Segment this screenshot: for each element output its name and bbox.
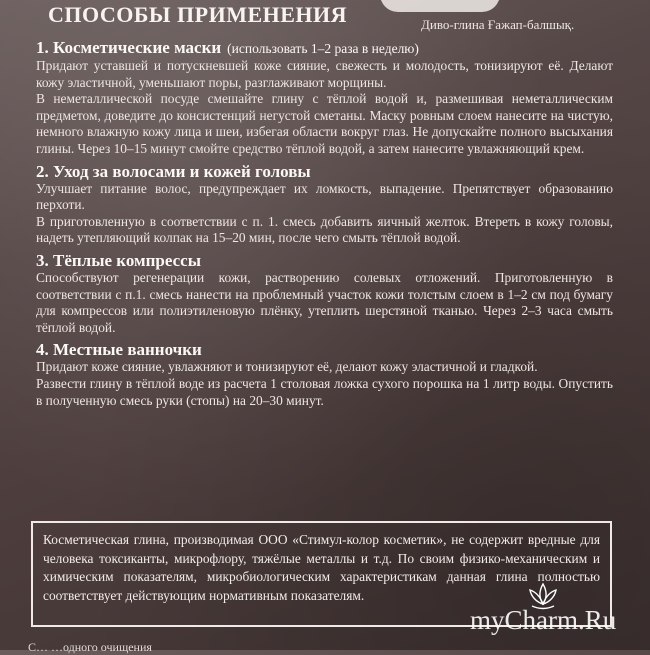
section-heading: 3. Тёплые компрессы — [36, 250, 201, 270]
section-paragraph: В приготовленную в соответствии с п. 1. смесь добавить яичный желток. Втереть в кожу головы, надеть утепляющий колпак на 15–20 мин, после чего смыть тёплой водой. — [36, 213, 613, 246]
section-hair — [36, 162, 613, 247]
section-heading-text: 1. Косметические маски — [36, 38, 222, 57]
section-paragraph: Улучшает питание волос, предупреждает их ломкость, выпадение. Препятствует образованию перхоти. — [36, 180, 613, 213]
instructions — [36, 38, 613, 409]
section-heading: 2. Уход за волосами и кожей головы — [36, 161, 311, 181]
section-paragraph: Придают уставшей и потускневшей коже сияние, свежесть и молодость, тонизируют её. Делают кожу эластичной, уменьшают поры, разглаживают морщины. — [36, 58, 613, 90]
package-edge-highlight — [380, 0, 500, 12]
section-paragraph: Способствуют регенерации кожи, растворению солевых отложений. Приготовленную в соответствии с п.1. смесь нанести на проблемный участок кожи толстым слоем в 1–2 см под бумагу для компрессов или полиэтиленовую плёнку, утеплить шерстяной тканью. Через 2–3 часа смыть тёплой водой. — [36, 269, 613, 335]
section-paragraph: Развести глину в тёплой воде из расчета 1 столовая ложка сухого порошка на 1 литр воды. Опустить в полученную смесь руки (стопы) на 20–30 минут. — [36, 375, 613, 408]
section-heading: 4. Местные ванночки — [36, 340, 202, 360]
section-baths — [36, 340, 613, 409]
watermark-text: myCharm.Ru — [470, 605, 617, 635]
section-masks — [36, 38, 613, 158]
brand-name: Диво-глина Ғажап-балшық. — [421, 17, 575, 32]
section-heading — [36, 38, 613, 58]
section-paragraph: Придают коже сияние, увлажняют и тонизируют её, делают кожу эластичной и гладкой. — [36, 359, 538, 375]
page-title: СПОСОБЫ ПРИМЕНЕНИЯ — [48, 2, 348, 27]
section-note: (использовать 1–2 раза в неделю) — [227, 41, 419, 56]
bottom-cut-text: С… …одного очищения — [28, 640, 152, 654]
section-paragraph: В неметаллической посуде смешайте глину с тёплой водой и, размешивая неметаллическим предметом, доведите до консистенций негустой сметаны. Маску ровным слоем нанесите на чистую, немного влажную кожу лица и шеи, избегая области вокруг глаз. Не допускайте полного высыхания глины. Через 10–15 минут смойте средство тёплой водой, а затем нанесите увлажняющий крем. — [36, 91, 613, 156]
notice-text: Косметическая глина, производимая ООО «Стимул-колор косметик», не содержит вредные для человека токсиканты, микрофлору, тяжёлые металлы и т.д. По своим физико-механическим и химическим показателям, микробиологическим характеристикам данная глина полностью соответствует действующим нормативным показателям. — [43, 532, 600, 603]
section-compress — [36, 251, 613, 336]
